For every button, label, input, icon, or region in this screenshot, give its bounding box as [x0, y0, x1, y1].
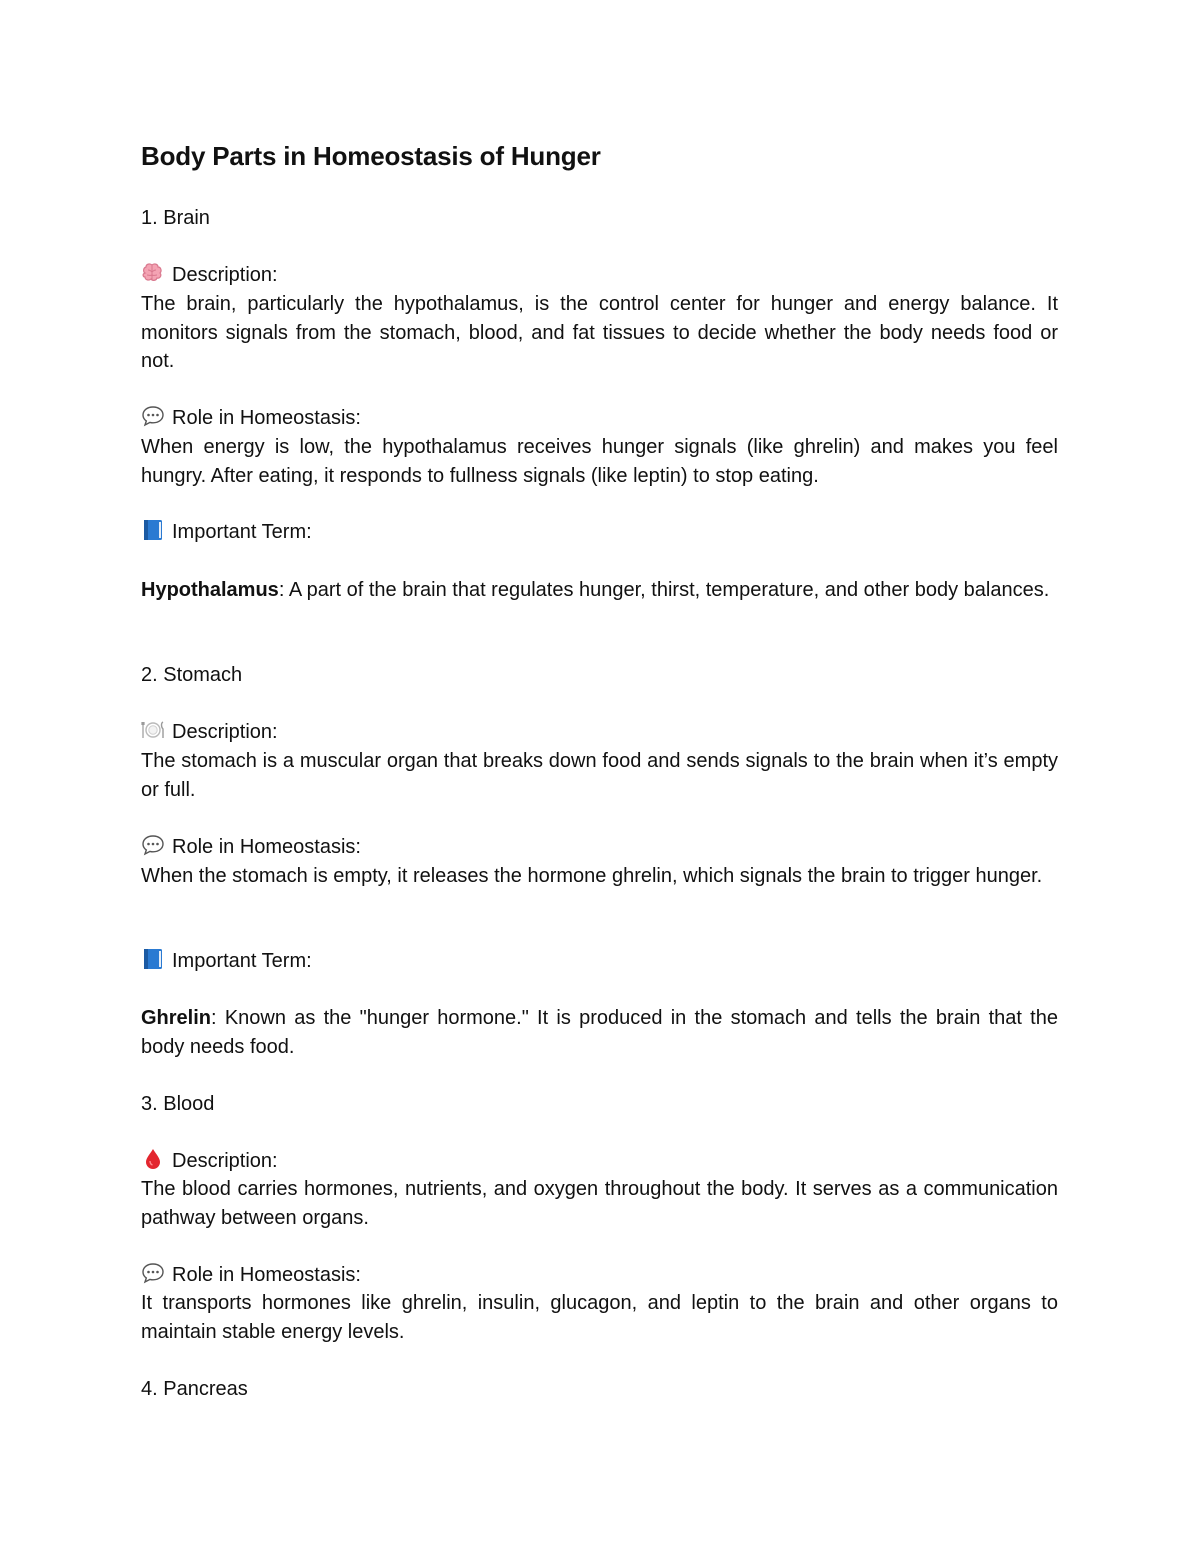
- term-ghrelin: Ghrelin: [141, 1007, 212, 1029]
- role-label: Role in Homeostasis:: [172, 407, 361, 429]
- section-heading-stomach: 2. Stomach: [141, 664, 243, 686]
- brain-role-text: When energy is low, the hypothalamus receives hunger signals (like ghrelin) and makes you feel hungry. After eating, it responds to fullness signals (like leptin) to stop eating.: [141, 436, 1058, 487]
- description-label: Description:: [172, 721, 278, 743]
- stomach-term-label: [141, 947, 312, 976]
- blood-role-label: [141, 1261, 361, 1290]
- brain-description-text: The brain, particularly the hypothalamus, is the control center for hunger and energy balance. It monitors signals from the stomach, blood, and fat tissues to decide whether the body needs food or not.: [141, 293, 1058, 373]
- description-label: Description:: [172, 264, 278, 286]
- section-heading-pancreas: 4. Pancreas: [141, 1378, 248, 1400]
- brain-description-label: [141, 261, 278, 290]
- role-label: Role in Homeostasis:: [172, 1264, 361, 1286]
- blue-book-icon: [141, 519, 165, 541]
- speech-bubble-icon: [141, 834, 165, 856]
- blood-role-text: It transports hormones like ghrelin, insulin, glucagon, and leptin to the brain and other organs to maintain stable energy levels.: [141, 1292, 1058, 1343]
- role-label: Role in Homeostasis:: [172, 836, 361, 858]
- important-term-label: Important Term:: [172, 950, 312, 972]
- brain-role-label: [141, 404, 361, 433]
- stomach-description-label: [141, 718, 278, 747]
- plate-cutlery-icon: [141, 719, 165, 741]
- stomach-term-definition: [141, 1004, 1058, 1061]
- term-definition-text: : Known as the "hunger hormone." It is produced in the stomach and tells the brain that the body needs food.: [141, 1007, 1058, 1058]
- description-label: Description:: [172, 1150, 278, 1172]
- term-hypothalamus: Hypothalamus: [141, 579, 279, 601]
- blood-description-label: [141, 1147, 278, 1176]
- important-term-label: Important Term:: [172, 521, 312, 543]
- blood-drop-icon: [141, 1148, 165, 1170]
- section-heading-brain: 1. Brain: [141, 207, 210, 229]
- blood-description-text: The blood carries hormones, nutrients, and oxygen throughout the body. It serves as a communication pathway between organs.: [141, 1178, 1058, 1229]
- speech-bubble-icon: [141, 405, 165, 427]
- brain-icon: [141, 262, 165, 284]
- stomach-description-text: The stomach is a muscular organ that breaks down food and sends signals to the brain when it’s empty or full.: [141, 750, 1058, 801]
- page-title: Body Parts in Homeostasis of Hunger: [141, 141, 601, 171]
- blue-book-icon: [141, 948, 165, 970]
- speech-bubble-icon: [141, 1262, 165, 1284]
- stomach-role-label: [141, 833, 361, 862]
- stomach-role-text: When the stomach is empty, it releases the hormone ghrelin, which signals the brain to trigger hunger.: [141, 865, 1043, 887]
- brain-term-definition: [141, 576, 1058, 605]
- brain-term-label: [141, 518, 312, 547]
- section-heading-blood: 3. Blood: [141, 1093, 215, 1115]
- term-definition-text: : A part of the brain that regulates hunger, thirst, temperature, and other body balances.: [278, 579, 1050, 601]
